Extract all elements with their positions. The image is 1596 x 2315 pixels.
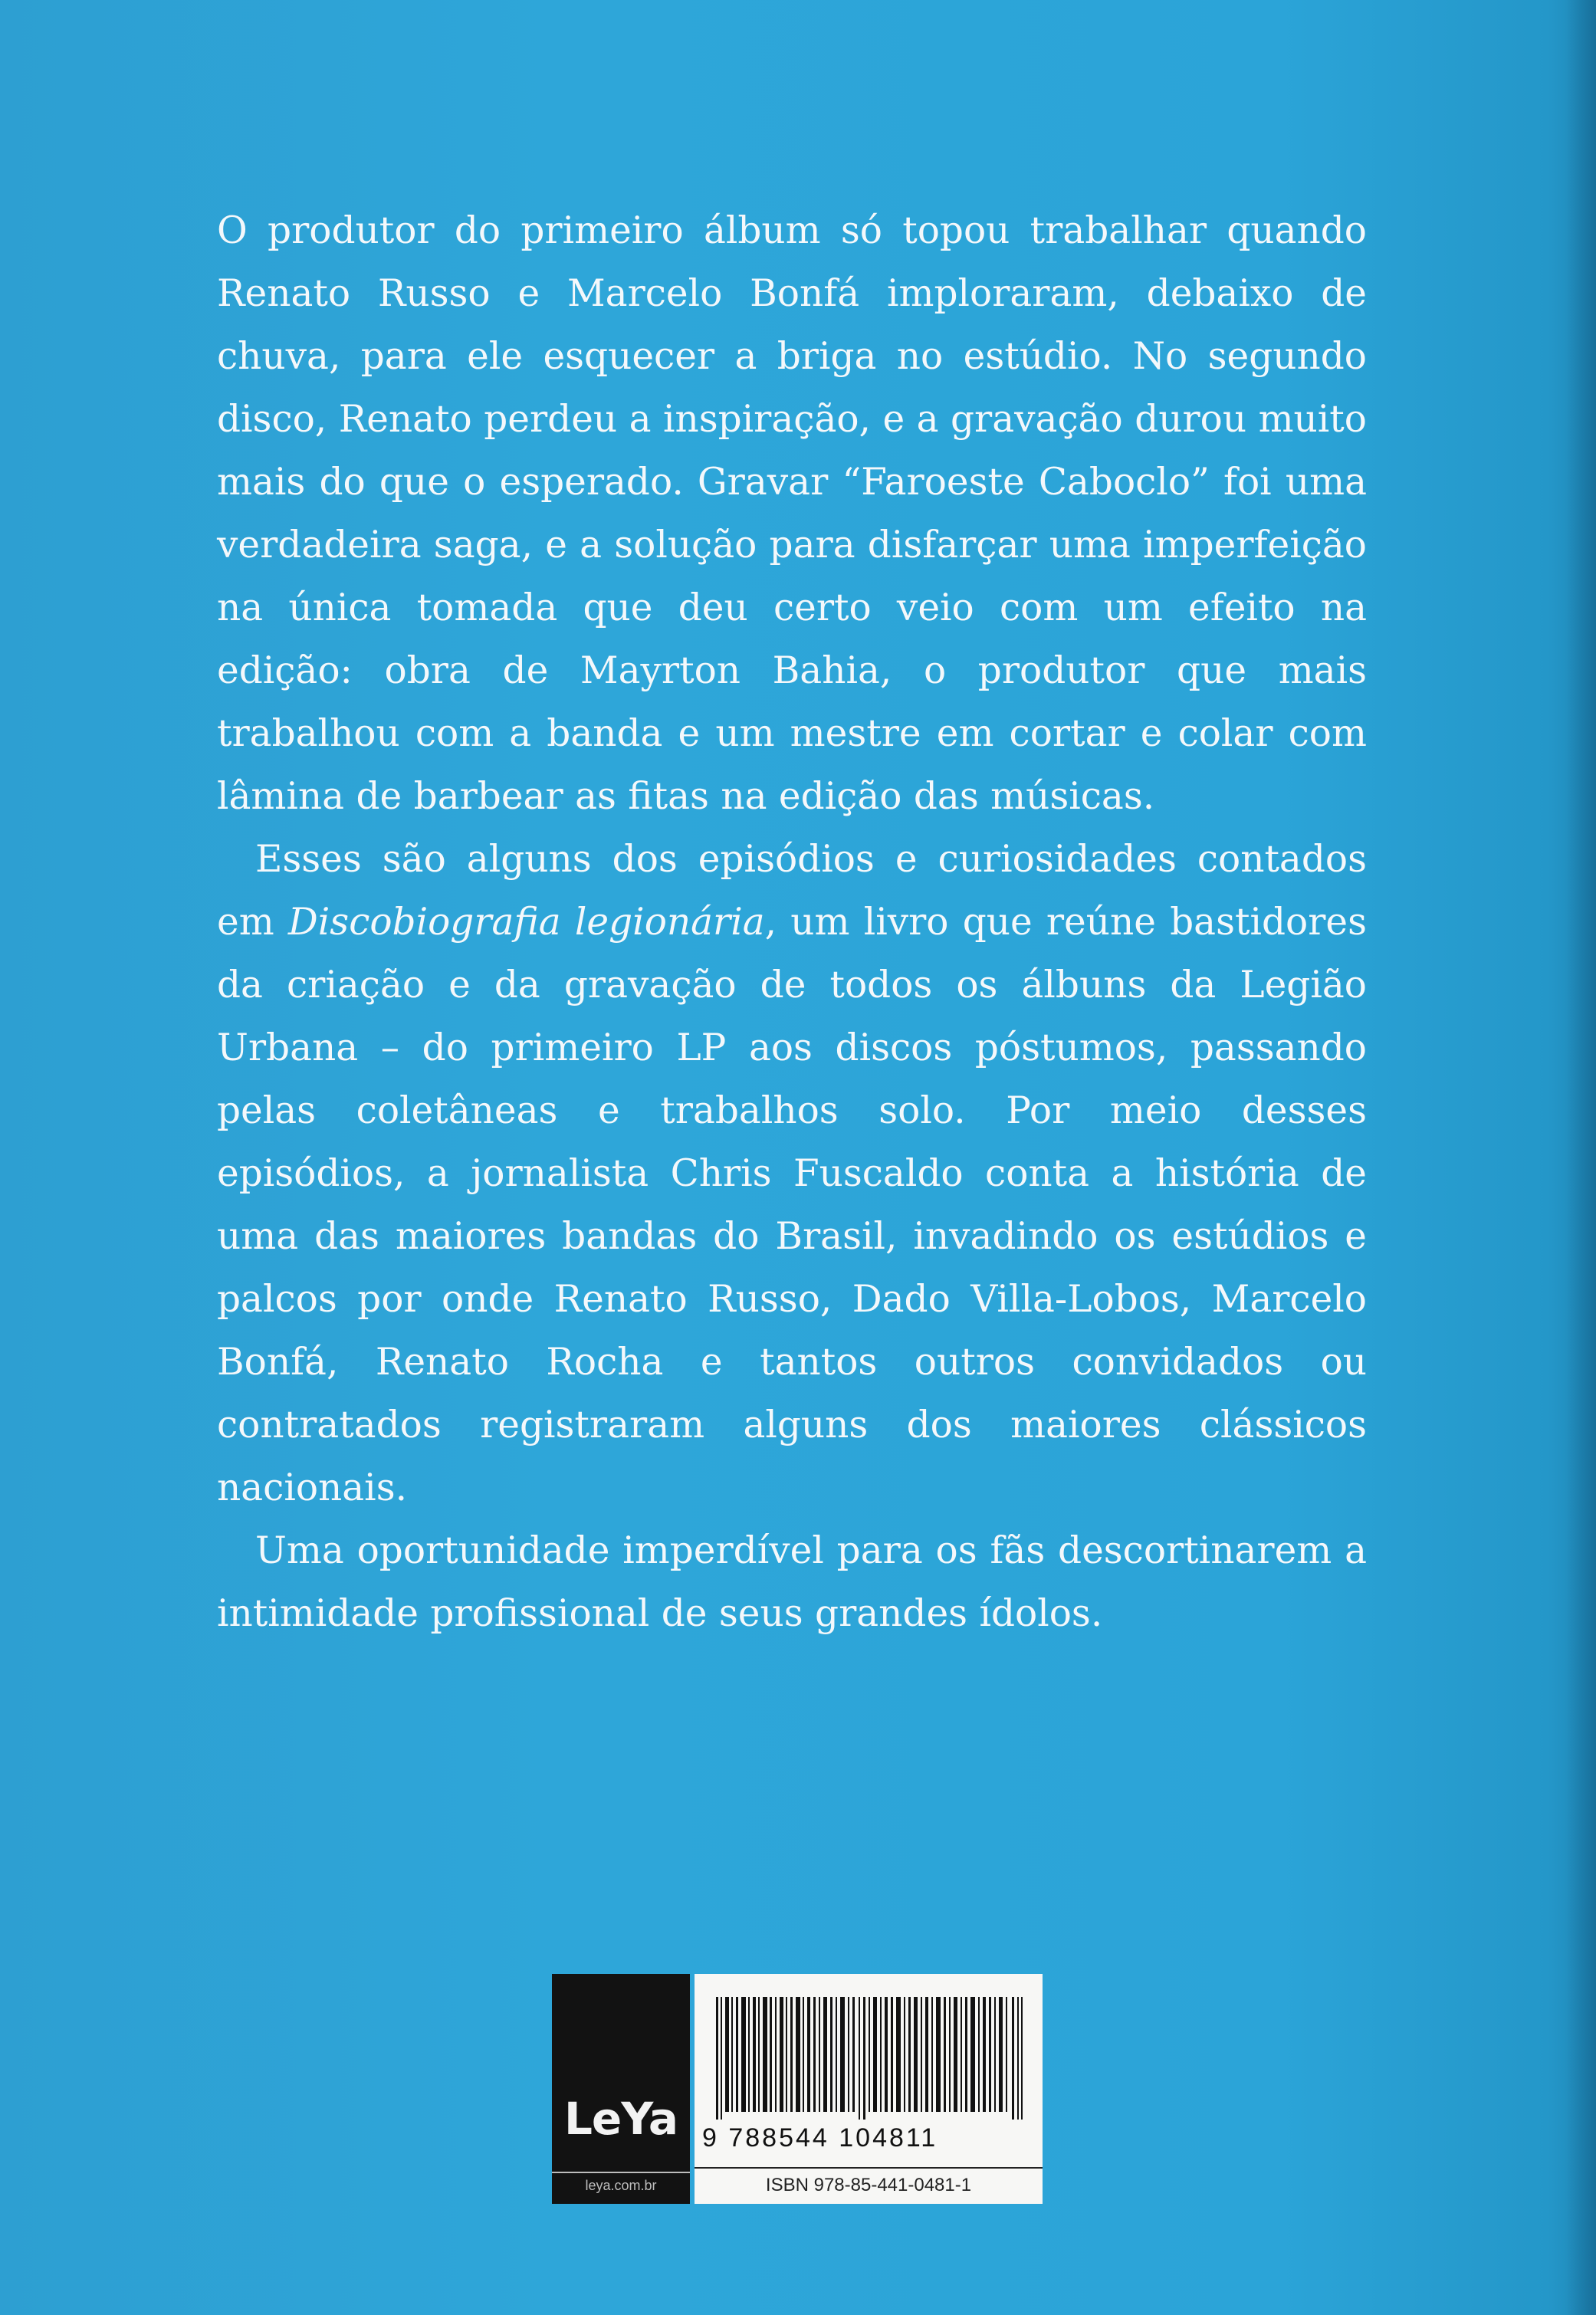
- barcode-block: [552, 1974, 1043, 2204]
- blurb-paragraph-2: [217, 828, 1367, 1519]
- publisher-box: [552, 1974, 690, 2204]
- blurb-paragraph-2-intro: Esses são alguns dos episódios e curiosidades contados em: [217, 838, 1367, 944]
- book-title: Discobiografia legionária: [287, 901, 765, 944]
- back-cover-blurb: [217, 199, 1367, 1645]
- cover-edge-shadow: [1565, 0, 1596, 2315]
- barcode-icon: [716, 1997, 1023, 2120]
- publisher-url: leya.com.br: [552, 2172, 690, 2194]
- barcode-digits: 9 788544 104811: [702, 2123, 938, 2152]
- publisher-logo: LeYa: [563, 2093, 678, 2145]
- blurb-paragraph-2-rest: , um livro que reúne bastidores da criação e da gravação de todos os álbuns da Legião Urbana – do primeiro LP aos discos póstumos, passando pelas coletâneas e trabalhos solo. Por meio desses episódios, a jornalista Chris Fuscaldo conta a história de uma das maiores bandas do Brasil, invadindo os estúdios e palcos por onde Renato Russo, Dado Villa-Lobos, Marcelo Bonfá, Renato Rocha e tantos outros convidados ou contratados registraram alguns dos maiores clássicos nacionais.: [217, 901, 1368, 1509]
- barcode-panel: [695, 1974, 1043, 2204]
- blurb-paragraph-3: Uma oportunidade imperdível para os fãs descortinarem a intimidade profissional de seus grandes ídolos.: [217, 1529, 1367, 1635]
- blurb-paragraph-1: O produtor do primeiro álbum só topou trabalhar quando Renato Russo e Marcelo Bonfá imploraram, debaixo de chuva, para ele esquecer a briga no estúdio. No segundo disco, Renato perdeu a inspiração, e a gravação durou muito mais do que o esperado. Gravar “Faroeste Caboclo” foi uma verdadeira saga, e a solução para disfarçar uma imperfeição na única tomada que deu certo veio com um efeito na edição: obra de Mayrton Bahia, o produtor que mais trabalhou com a banda e um mestre em cortar e colar com lâmina de barbear as fitas na edição das músicas.: [217, 209, 1367, 818]
- isbn-number: ISBN 978-85-441-0481-1: [695, 2167, 1043, 2196]
